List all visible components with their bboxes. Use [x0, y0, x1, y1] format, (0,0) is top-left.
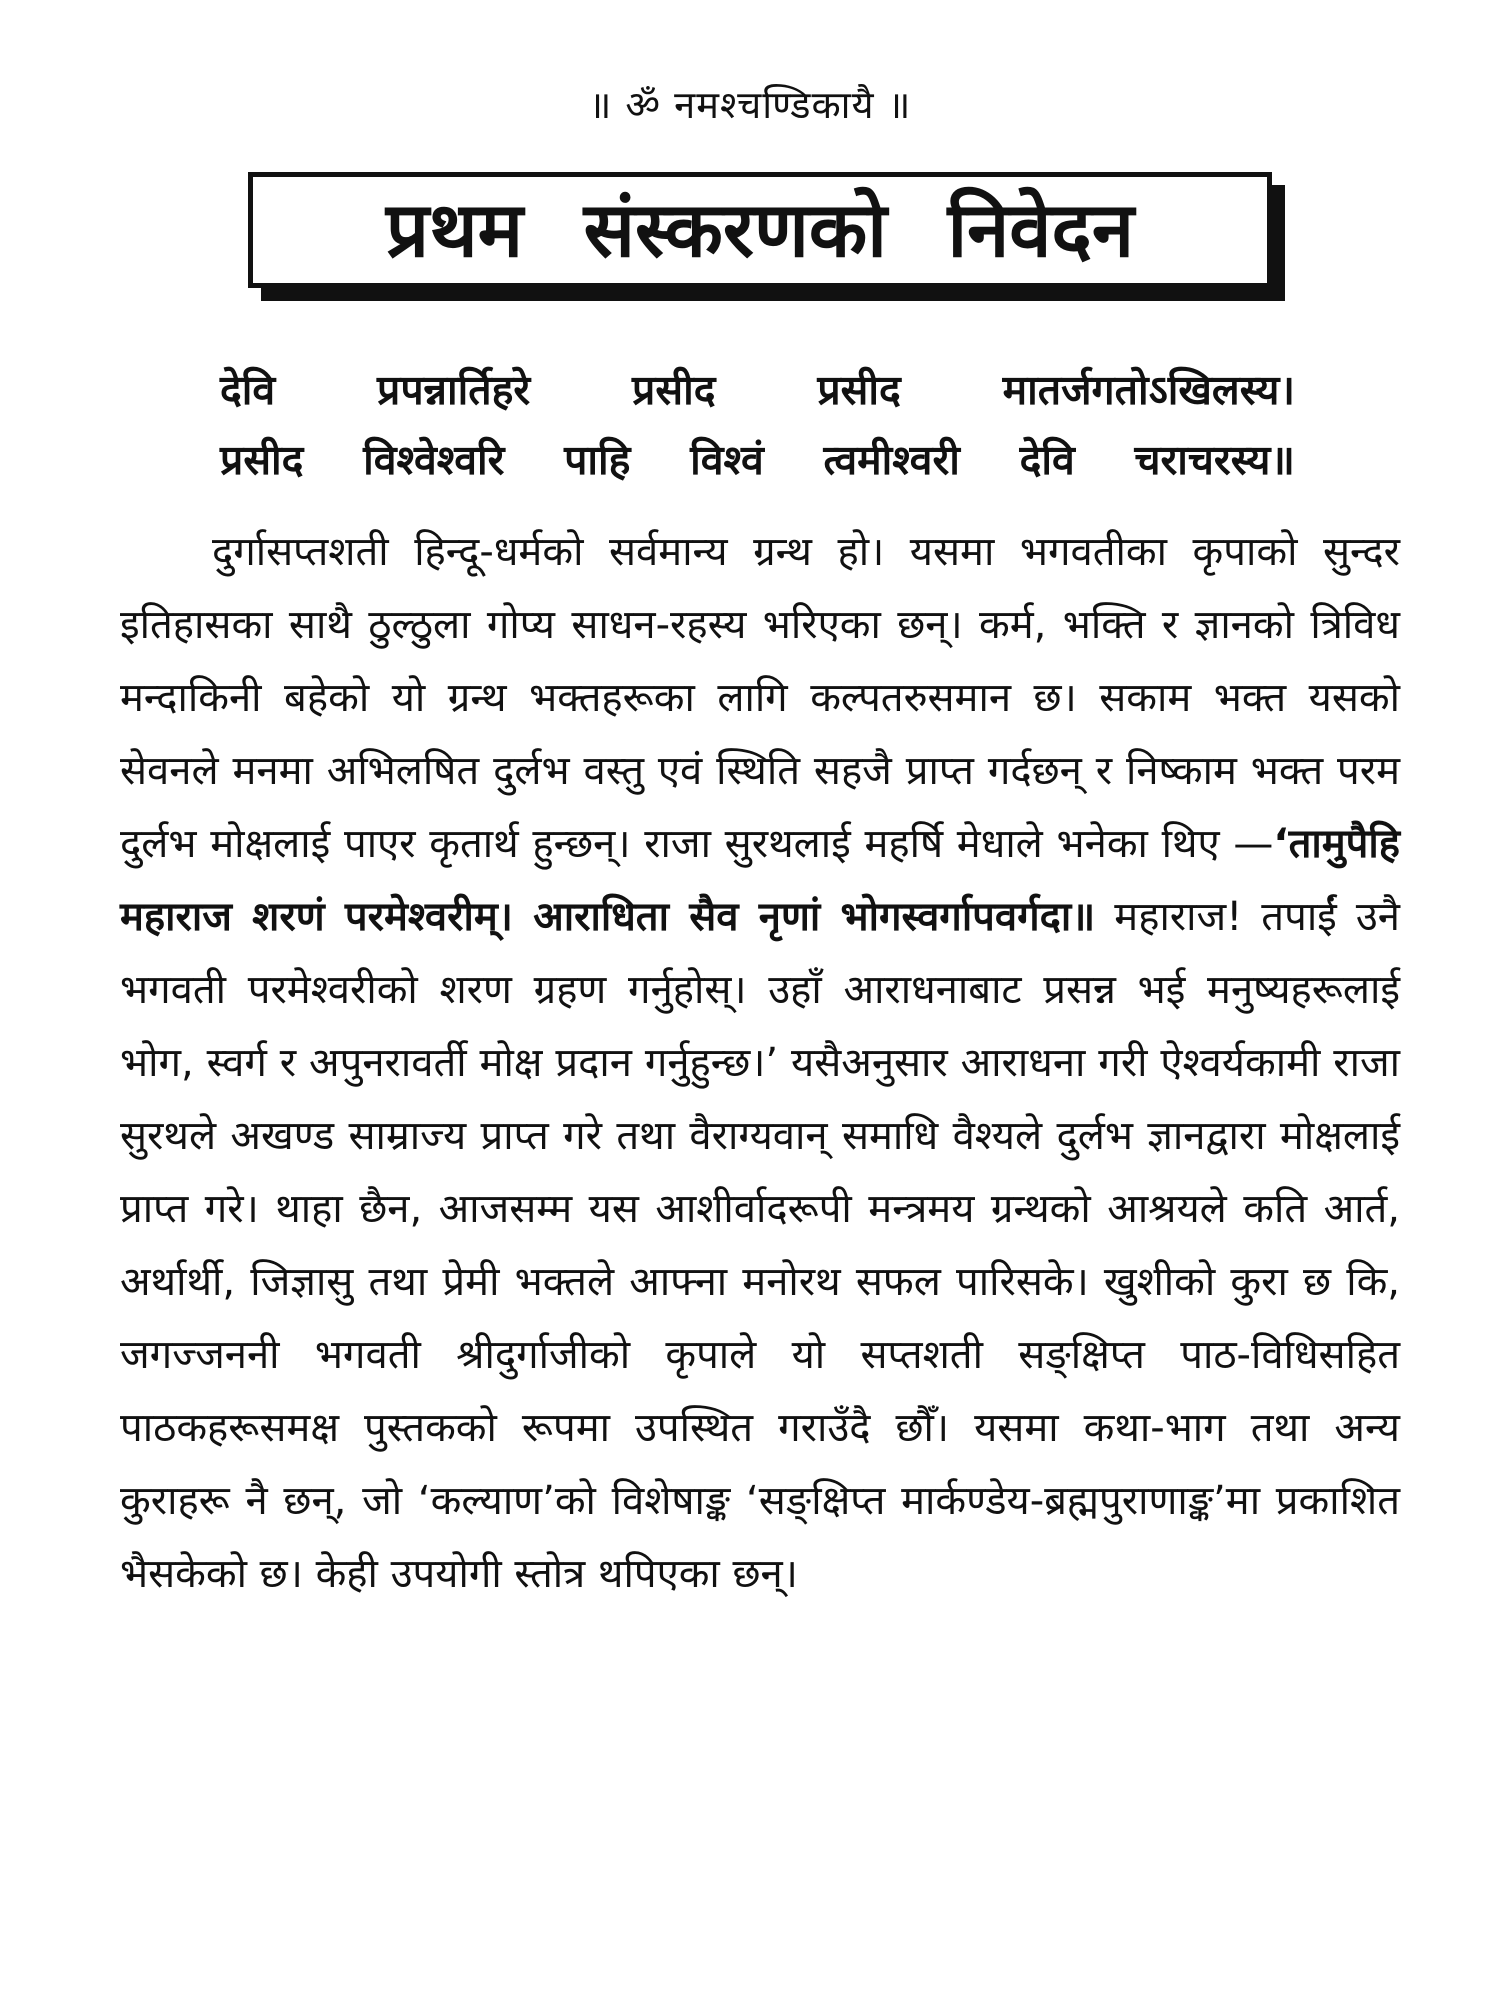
- body-text-part-1: दुर्गासप्तशती हिन्दू-धर्मको सर्वमान्य ग्रन्थ हो। यसमा भगवतीका कृपाको सुन्दर इतिहासका साथै ठुल्ठुला गोप्य साधन-रहस्य भरिएका छन्। कर्म, भक्ति र ज्ञानको त्रिविध मन्दाकिनी बहेको यो ग्रन्थ भक्तहरूका लागि कल्पतरुसमान छ। सकाम भक्त यसको सेवनले मनमा अभिलषित दुर्लभ वस्तु एवं स्थिति सहजै प्राप्त गर्दछन् र निष्काम भक्त परम दुर्लभ मोक्षलाई पाएर कृतार्थ हुन्छन्। राजा सुरथलाई महर्षि मेधाले भनेका थिए —: [120, 529, 1400, 867]
- invocation-header: ॥ ॐ नमश्चण्डिकायै ॥: [588, 83, 912, 127]
- verse-line-2: प्रसीद विश्वेश्वरि पाहि विश्वं त्वमीश्वरी देवि चराचरस्य॥: [220, 436, 1295, 484]
- sanskrit-quote: ‘तामुपैहि महाराज शरणं परमेश्वरीम्। आराधिता सैव नृणां भोगस्वर्गापवर्गदा॥: [120, 821, 1400, 940]
- page-title: प्रथम संस्करणको निवेदन: [385, 185, 1135, 274]
- body-text-part-2: महाराज! तपाईं उनै भगवती परमेश्वरीको शरण ग्रहण गर्नुहोस्। उहाँ आराधनाबाट प्रसन्न भई मनुष्यहरूलाई भोग, स्वर्ग र अपुनरावर्ती मोक्ष प्रदान गर्नुहुन्छ।’ यसैअनुसार आराधना गरी ऐश्वर्यकामी राजा सुरथले अखण्ड साम्राज्य प्राप्त गरे तथा वैराग्यवान् समाधि वैश्यले दुर्लभ ज्ञानद्वारा मोक्षलाई प्राप्त गरे। थाहा छैन, आजसम्म यस आशीर्वादरूपी मन्त्रमय ग्रन्थको आश्रयले कति आर्त, अर्थार्थी, जिज्ञासु तथा प्रेमी भक्तले आफ्ना मनोरथ सफल पारिसके। खुशीको कुरा छ कि, जगज्जननी भगवती श्रीदुर्गाजीको कृपाले यो सप्तशती सङ्क्षिप्त पाठ-विधिसहित पाठकहरूसमक्ष पुस्तकको रूपमा उपस्थित गराउँदै छौँ। यसमा कथा-भाग तथा अन्य कुराहरू नै छन्, जो ‘कल्याण’को विशेषाङ्क ‘सङ्क्षिप्त मार्कण्डेय-ब्रह्मपुराणाङ्क’मा प्रकाशित भैसकेको छ। केही उपयोगी स्तोत्र थपिएका छन्।: [120, 894, 1400, 1597]
- title-box: [248, 172, 1272, 288]
- verse-line-1: देवि प्रपन्नार्तिहरे प्रसीद प्रसीद मातर्जगतोऽखिलस्य।: [220, 366, 1295, 414]
- body-paragraph: [120, 516, 1400, 1611]
